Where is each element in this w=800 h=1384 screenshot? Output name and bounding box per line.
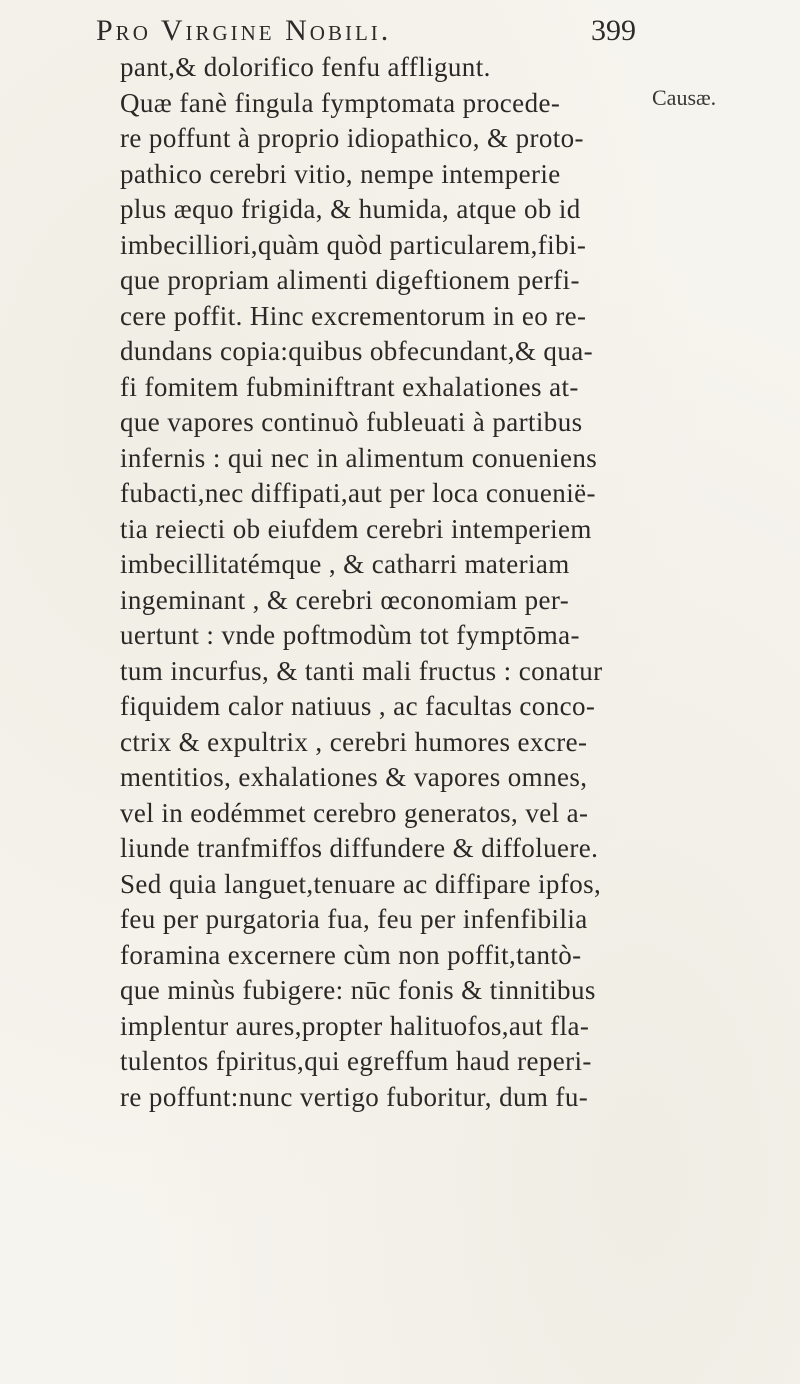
text-line: ctrix & expultrix , cerebri humores excre- bbox=[120, 726, 588, 757]
page-number: 399 bbox=[591, 14, 636, 47]
text-line: mentitios, exhalationes & vapores omnes, bbox=[120, 762, 588, 792]
text-line: foramina excernere cùm non poffit,tantò- bbox=[120, 939, 582, 970]
body-text bbox=[120, 50, 640, 1115]
text-line: que minùs fubigere: nūc fonis & tinnitibus bbox=[120, 975, 596, 1005]
text-line: uertunt : vnde poftmodùm tot fymptōma- bbox=[120, 620, 580, 650]
text-line: fi fomitem fubminiftrant exhalationes at- bbox=[120, 371, 579, 402]
text-line: re poffunt:nunc vertigo fuboritur, dum fu- bbox=[120, 1081, 589, 1112]
text-line: cere poffit. Hinc excrementorum in eo re- bbox=[120, 300, 587, 331]
text-line: tum incurfus, & tanti mali fructus : conatur bbox=[120, 655, 603, 686]
text-line: pant,& dolorifico fenfu affligunt. bbox=[120, 52, 491, 82]
margin-note: Causæ. bbox=[652, 85, 717, 110]
text-line: re poffunt à proprio idiopathico, & proto- bbox=[120, 123, 584, 153]
text-line: Quæ fanè fingula fymptomata procede- bbox=[120, 87, 561, 118]
text-line: fiquidem calor natiuus , ac facultas conco- bbox=[120, 691, 596, 721]
page-header bbox=[96, 14, 636, 54]
text-line: implentur aures,propter halituofos,aut fla- bbox=[120, 1010, 590, 1041]
text-line: tia reiecti ob eiufdem cerebri intemperiem bbox=[120, 513, 592, 544]
text-line: fubacti,nec diffipati,aut per loca conuenië- bbox=[120, 478, 596, 508]
text-line: feu per purgatoria fua, feu per infenfibilia bbox=[120, 904, 588, 934]
text-line: imbecillitatémque , & catharri materiam bbox=[120, 549, 570, 579]
text-line: Sed quia languet,tenuare ac diffipare ipfos, bbox=[120, 868, 602, 899]
running-head: Pro Virgine Nobili. bbox=[96, 14, 392, 47]
text-line: infernis : qui nec in alimentum conueniens bbox=[120, 442, 598, 473]
text-line: tulentos fpiritus,qui egreffum haud reperi- bbox=[120, 1046, 592, 1076]
text-line: que vapores continuò fubleuati à partibus bbox=[120, 407, 583, 437]
text-line: vel in eodémmet cerebro generatos, vel a- bbox=[120, 797, 589, 828]
text-line: que propriam alimenti digeftionem perfi- bbox=[120, 265, 580, 295]
text-line: ingeminant , & cerebri œconomiam per- bbox=[120, 584, 570, 615]
text-line: imbecilliori,quàm quòd particularem,fibi- bbox=[120, 229, 587, 260]
text-line: plus æquo frigida, & humida, atque ob id bbox=[120, 194, 581, 224]
text-line: pathico cerebri vitio, nempe intemperie bbox=[120, 158, 561, 189]
text-line: dundans copia:quibus obfecundant,& qua- bbox=[120, 336, 593, 366]
text-line: liunde tranfmiffos diffundere & diffoluere. bbox=[120, 833, 599, 863]
